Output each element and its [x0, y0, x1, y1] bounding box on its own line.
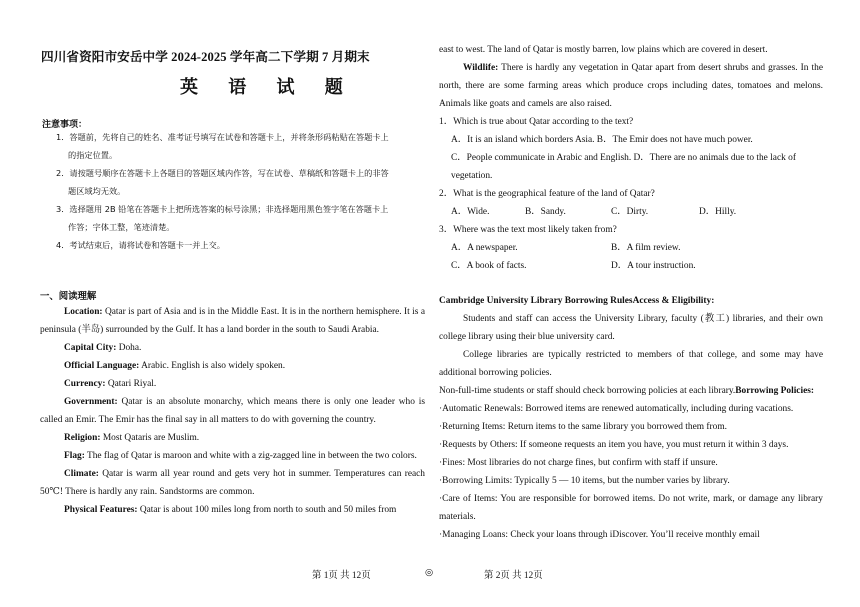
notice-list: [56, 128, 431, 254]
religion-paragraph: Religion: Most Qataris are Muslim.: [64, 433, 200, 443]
option-b: B．Sandy.: [525, 207, 566, 217]
location-paragraph: Location: Qatar is part of Asia and is in the Middle East. It is in the northern hemisphere. It is a peninsula (半岛) surrounded by the Gulf. It has a land border in the south to Saudi Arabia.: [40, 307, 425, 335]
option-d: D．Hilly.: [699, 207, 737, 217]
flag-paragraph: Flag: The flag of Qatar is maroon and white with a zig-zagged line in between the two colors.: [64, 451, 417, 461]
exam-title: 四川省资阳市安岳中学 2024-2025 学年高二下学期 7 月期末: [41, 50, 370, 64]
option-c: C．Dirty.: [611, 207, 649, 217]
language-paragraph: Official Language: Arabic. English is also widely spoken.: [64, 361, 286, 371]
capital-paragraph: Capital City: Doha.: [64, 343, 142, 353]
passage-a: [40, 303, 425, 519]
rule-item: ·Returning Items: Return items to the same library you borrowed them from.: [439, 422, 727, 432]
rule-item: ·Automatic Renewals: Borrowed items are renewed automatically, including during vacations.: [439, 404, 794, 414]
question-options: vegetation.: [451, 171, 493, 181]
passage-b-paragraph: College libraries are typically restricted to members of that college, and some may have additional borrowing policies.: [439, 350, 823, 378]
rule-item: ·Fines: Most libraries do not charge fines, but confirm with staff if unsure.: [439, 458, 718, 468]
question-1: [439, 113, 823, 185]
option-a: A．A newspaper.: [451, 243, 518, 253]
question-stem: 3．Where was the text most likely taken from?: [439, 225, 617, 235]
question-options: [439, 257, 823, 275]
notice-line: 1．答题前，先将自己的姓名、准考证号填写在试卷和答题卡上，并将条形码粘贴在答题卡上: [56, 132, 389, 142]
notice-line: 3．选择题用 2B 铅笔在答题卡上把所选答案的标号涂黑；非选择题用黑色签字笔在答题卡上: [56, 204, 389, 214]
question-stem: 2．What is the geographical feature of the land of Qatar?: [439, 189, 655, 199]
option-d: D．A tour instruction.: [611, 261, 696, 271]
currency-paragraph: Currency: Qatari Riyal.: [64, 379, 157, 389]
passage-b-heading: Cambridge University Library Borrowing RulesAccess & Eligibility:: [439, 296, 715, 306]
option-a: A．Wide.: [451, 207, 490, 217]
question-options: C．People communicate in Arabic and English. D．There are no animals due to the lack of: [451, 153, 796, 163]
climate-paragraph: Climate: Qatar is warm all year round and gets very hot in summer. Temperatures can reach 50℃! There is hardly any rain. Sandstorms are common.: [40, 469, 425, 497]
notice-heading: 注意事项：: [42, 120, 88, 130]
rule-item: ·Borrowing Limits: Typically 5 — 10 items, but the number varies by library.: [439, 476, 730, 486]
physical-paragraph-cont: east to west. The land of Qatar is mostly barren, low plains which are covered in desert.: [439, 45, 768, 55]
question-options: [439, 239, 823, 257]
page-number-right: 第 2页 共 12页: [484, 571, 543, 581]
option-b: B．A film review.: [611, 243, 681, 253]
page-number-left: 第 1页 共 12页: [312, 571, 371, 581]
question-options: A．It is an island which borders Asia. B．The Emir does not have much power.: [451, 135, 753, 145]
wildlife-paragraph: Wildlife: There is hardly any vegetation in Qatar apart from desert shrubs and grasses. In the north, there are some farming areas which produce crops including dates, tomatoes and melons. Animals like goats and camels are also raised.: [439, 63, 823, 109]
notice-line: 2．请按题号顺序在答题卡上各题目的答题区域内作答，写在试卷、草稿纸和答题卡上的非答: [56, 168, 389, 178]
notice-line: 题区域均无效。: [68, 186, 126, 196]
government-paragraph: Government: Qatar is an absolute monarchy, which means there is only one leader who is called an Emir. The Emir has the final say in all matters to do with governing the country.: [40, 397, 425, 425]
question-3: [439, 221, 823, 275]
option-c: C．A book of facts.: [451, 261, 527, 271]
section-heading: 一、阅读理解: [40, 291, 97, 302]
notice-line: 4．考试结束后，请将试卷和答题卡一并上交。: [56, 240, 225, 250]
physical-paragraph: Physical Features: Qatar is about 100 miles long from north to south and 50 miles from: [64, 505, 397, 515]
rule-item: ·Managing Loans: Check your loans through iDiscover. You’ll receive monthly email: [439, 530, 760, 540]
question-stem: 1．Which is true about Qatar according to the text?: [439, 117, 634, 127]
passage-b-paragraph: Non-full-time students or staff should check borrowing policies at each library.Borrowing Policies:: [439, 386, 815, 396]
passage-a-continued: [439, 41, 823, 275]
exam-subject-title: 英 语 试 题: [180, 77, 355, 98]
notice-line: 的指定位置。: [68, 150, 118, 160]
notice-line: 作答；字体工整，笔迹清楚。: [68, 222, 175, 232]
footer-symbol: ◎: [425, 568, 434, 578]
passage-b-paragraph: Students and staff can access the University Library, faculty (教工) libraries, and their own college library using their blue university card.: [439, 314, 823, 342]
question-options: [439, 203, 823, 221]
rule-item: ·Requests by Others: If someone requests an item you have, you must return it within 3 days.: [439, 440, 789, 450]
passage-b: [439, 292, 823, 544]
rule-item: ·Care of Items: You are responsible for borrowed items. Do not write, mark, or damage any library materials.: [439, 494, 823, 522]
question-2: [439, 185, 823, 221]
